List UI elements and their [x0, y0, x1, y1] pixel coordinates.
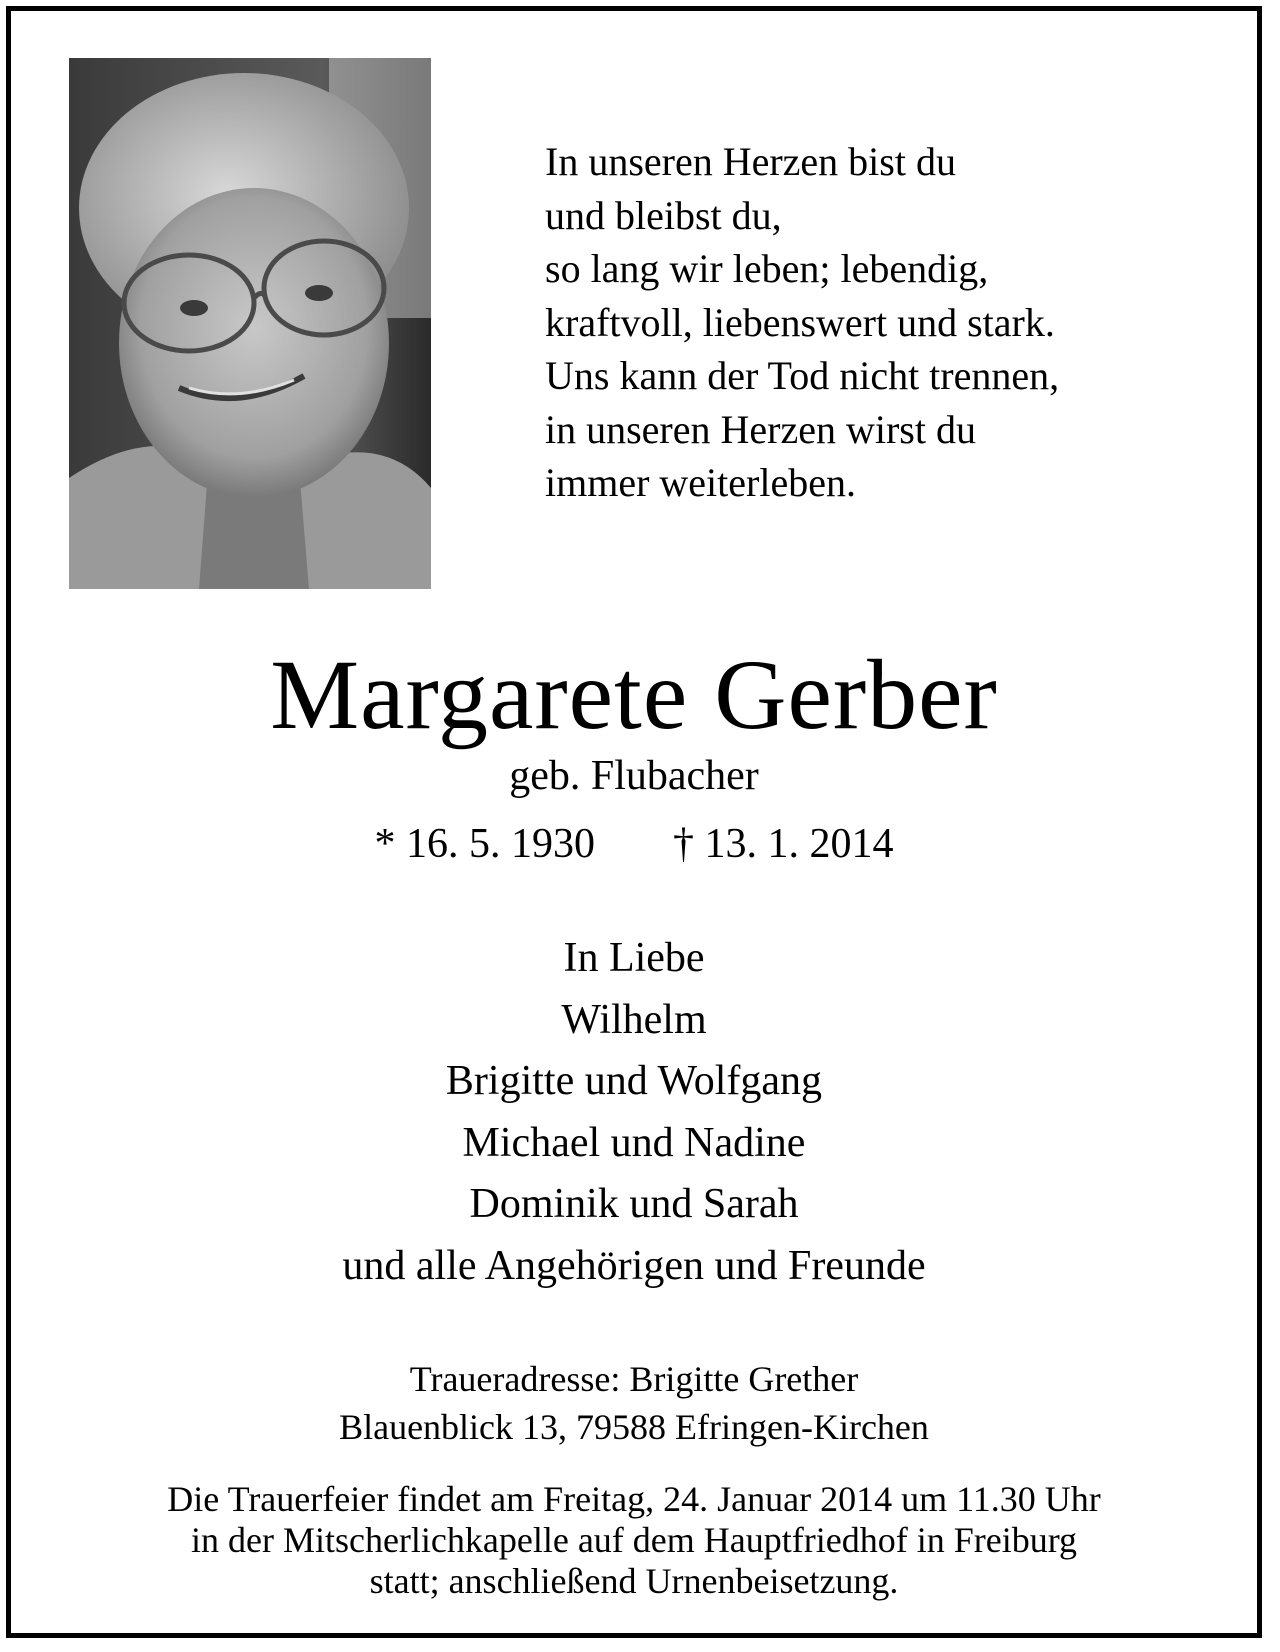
poem-line: kraftvoll, liebenswert und stark.: [545, 299, 1055, 345]
address-line: Blauenblick 13, 79588 Efringen-Kirchen: [339, 1407, 929, 1447]
mourners-line: In Liebe: [563, 935, 705, 981]
mourners-line: Michael und Nadine: [462, 1119, 806, 1166]
maiden-name: geb. Flubacher: [509, 753, 759, 799]
death-date: † 13. 1. 2014: [673, 821, 894, 867]
poem-line: und bleibst du,: [545, 192, 782, 238]
mourners-line: Brigitte und Wolfgang: [445, 1058, 823, 1104]
poem-line: so lang wir leben; lebendig,: [545, 246, 989, 291]
funeral-service-info: [0, 1479, 1268, 1602]
service-line: statt; anschließend Urnenbeisetzung.: [369, 1561, 899, 1601]
mourners-list: [0, 928, 1268, 1297]
deceased-name: Margarete Gerber: [270, 639, 998, 750]
birth-date: * 16. 5. 1930: [374, 821, 595, 867]
service-line: Die Trauerfeier findet am Freitag, 24. Januar 2014 um 11.30 Uhr: [167, 1479, 1101, 1519]
service-line: in der Mitscherlichkapelle auf dem Hauptfriedhof in Freiburg: [190, 1520, 1078, 1560]
poem-line: In unseren Herzen bist du: [545, 139, 956, 184]
mourners-line: und alle Angehörigen und Freunde: [342, 1242, 926, 1289]
memorial-poem: [545, 135, 1059, 510]
mourning-address: [0, 1355, 1268, 1451]
mourners-line: Dominik und Sarah: [469, 1181, 799, 1227]
poem-line: immer weiterleben.: [545, 460, 856, 505]
poem-line: Uns kann der Tod nicht trennen,: [545, 353, 1060, 398]
mourners-line: Wilhelm: [561, 996, 707, 1043]
poem-line: in unseren Herzen wirst du: [545, 406, 976, 452]
life-dates: [0, 816, 1268, 872]
portrait-photo: [69, 58, 431, 589]
address-line: Traueradresse: Brigitte Grether: [409, 1359, 859, 1399]
